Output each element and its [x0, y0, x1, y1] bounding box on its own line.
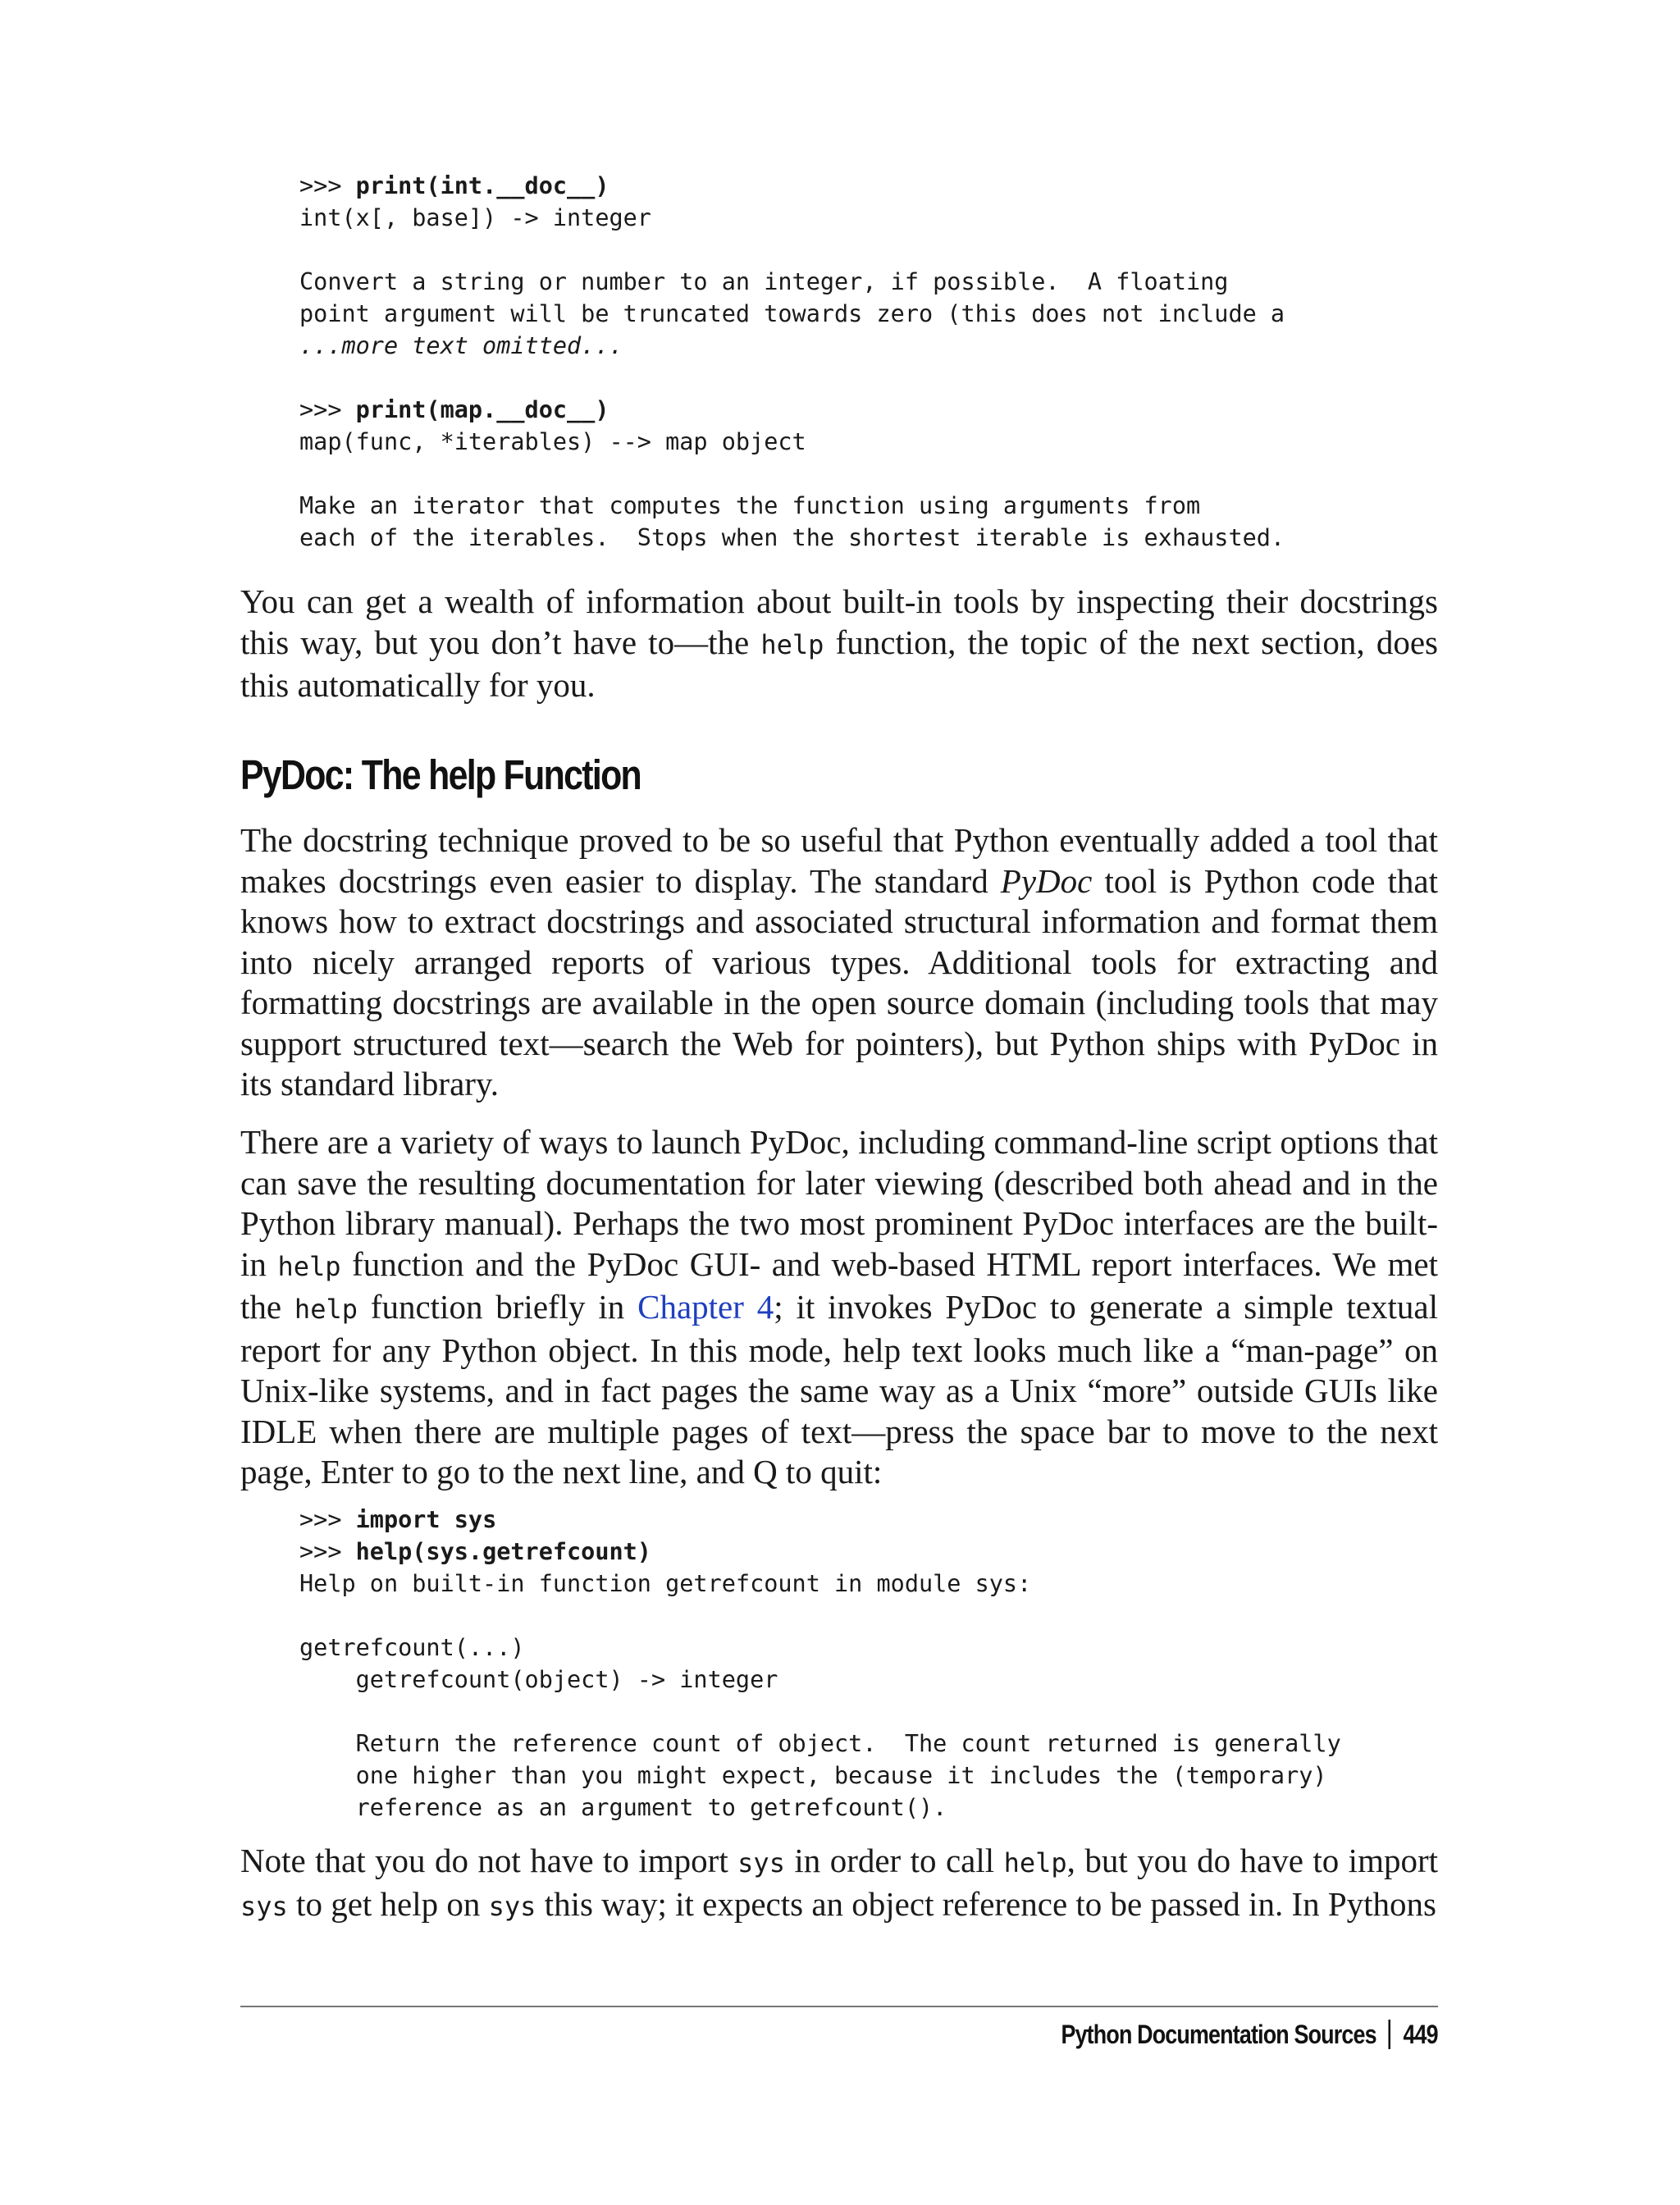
emphasis: PyDoc [1000, 861, 1093, 900]
code-output: int(x[, base]) -> integer Convert a string or number to an integer, if possible. A floating point argument will be truncated towards zero (this does not include a [299, 204, 1285, 327]
code-output: map(func, *iterables) --> map object Make an iterator that computes the function using arguments from each of the iterables. Stops when the shortest iterable is exhausted. [299, 428, 1285, 551]
prompt: >>> [299, 172, 356, 199]
paragraph-import-note: Note that you do not have to import sys in order to call help, but you do have to import sys to get help on sys this way; it expects an object reference to be passed in. In Pythons [240, 1842, 1439, 1923]
footer-section-title: Python Documentation Sources [1061, 2020, 1376, 2049]
page-footer [1061, 2020, 1438, 2050]
inline-code: help [294, 1294, 358, 1325]
chapter-4-link[interactable]: Chapter 4 [637, 1288, 774, 1326]
prompt: >>> [299, 1538, 342, 1565]
section-heading: PyDoc: The help Function [240, 751, 641, 798]
paragraph-docstrings-summary: You can get a wealth of information about built-in tools by inspecting their docstrings this way, but you don’t have to—the help function, the topic of the next section, does this automatically for you. [240, 582, 1438, 704]
inline-code: help [760, 628, 824, 660]
footer-rule [240, 2006, 1438, 2007]
code-command: help(sys.getrefcount) [355, 1538, 651, 1565]
code-block-help [299, 1504, 1341, 1824]
code-command: import sys [355, 1506, 497, 1533]
inline-code: sys [737, 1847, 785, 1879]
inline-code: sys [240, 1890, 288, 1922]
inline-code: help [277, 1250, 341, 1282]
footer-separator [1389, 2020, 1391, 2049]
prompt: >>> [299, 1506, 356, 1533]
omitted-note: ...more text omitted... [299, 332, 623, 359]
inline-code: help [1003, 1847, 1067, 1879]
page-number: 449 [1403, 2020, 1438, 2049]
code-block-docstrings [299, 170, 1285, 554]
inline-code: sys [488, 1890, 536, 1922]
prompt: >>> [299, 396, 342, 423]
code-command: print(map.__doc__) [355, 396, 609, 423]
paragraph-pydoc-launch: There are a variety of ways to launch PyDoc, including command-line script options that can save the resulting documentation for later viewing (described both ahead and in the Python library manual). Perhaps the two most prominent PyDoc interfaces are the built-in help function and the PyDoc GUI- and web-based HTML report interfaces. We met the help function briefly in Chapter 4; it invokes PyDoc to generate a simple textual report for any Python object. In this mode, help text looks much like a “man-page” on Unix-like systems, and in fact pages the same way as a Unix “more” outside GUIs like IDLE when there are multiple pages of text—press the space bar to move to the next page, Enter to go to the next line, and Q to quit: [240, 1123, 1438, 1491]
code-output: Help on built-in function getrefcount in module sys: getrefcount(...) getrefcount(object) -> integer Return the reference count of object. The count returned is generally one higher than you might expect, because it includes the (temporary) reference as an argument to getrefcount(). [299, 1570, 1341, 1821]
code-command: print(int.__doc__) [355, 172, 609, 199]
paragraph-pydoc-intro: The docstring technique proved to be so useful that Python eventually added a tool that makes docstrings even easier to display. The standard PyDoc tool is Python code that knows how to extract docstrings and associated structural information and format them into nicely arranged reports of various types. Additional tools for extracting and formatting docstrings are available in the open source domain (including tools that may support structured text—search the Web for pointers), but Python ships with PyDoc in its standard library. [240, 821, 1438, 1102]
